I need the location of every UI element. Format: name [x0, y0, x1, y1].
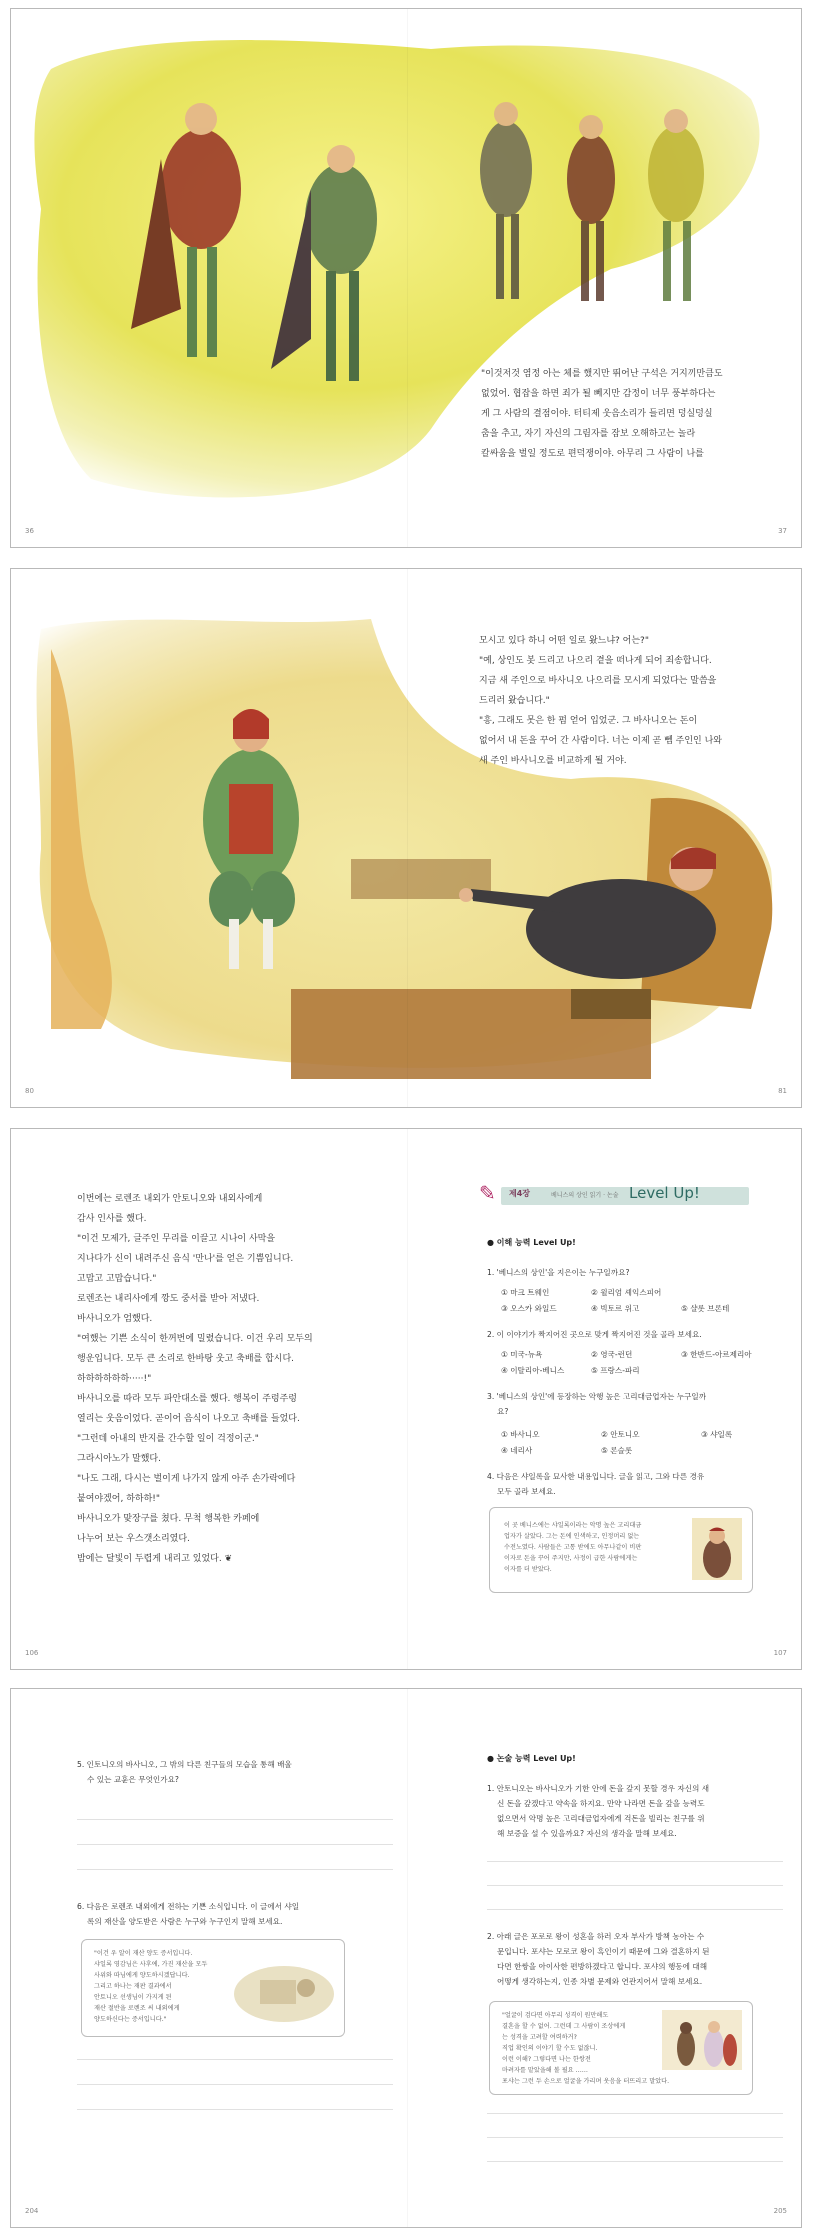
text-line: 감사 인사를 했다. [77, 1214, 147, 1224]
page-number-right: 37 [778, 527, 787, 535]
text-line: 게 그 사람의 결점이야. 터티제 웃음소리가 들리면 덩실덩실 [481, 409, 713, 419]
question-5-line: 수 있는 교훈은 무엇인가요? [87, 1775, 179, 1784]
text-line: 지금 새 주인으로 바사니오 나으리를 모시게 되었다는 말씀을 [479, 676, 717, 686]
text-line: 지나다가 신이 내려주신 음식 '만나'를 얻은 기쁨입니다. [77, 1254, 294, 1264]
quote-line: 재산 절반을 로렌조 씨 내외에게 [94, 2005, 180, 2012]
question-3-line: 3. '베니스의 상인'에 등장하는 악행 높은 고리대금업자는 누구일까 [487, 1392, 707, 1401]
quote-line: 수전노였다. 사람들은 고통 받에도 아무나같이 비판 [504, 1544, 642, 1551]
text-line: 드리러 왔습니다." [479, 696, 550, 706]
text-line: 바사니오를 따라 모두 파안대소를 했다. 행복이 주렁주렁 [77, 1394, 297, 1404]
spread-2 [10, 568, 802, 1108]
q2-option: ① 미국-뉴욕 [501, 1350, 543, 1359]
q3-option: ④ 네리사 [501, 1446, 533, 1455]
text-line: "이것저것 염정 아는 체를 했지만 뛰어난 구석은 거지끼만큼도 [481, 369, 723, 379]
answer-line [487, 2113, 783, 2114]
quote-line: "이건 우 알이 재산 양도 증서입니다. [94, 1950, 193, 1957]
answer-line [487, 2161, 783, 2162]
spread-1 [10, 8, 802, 548]
page-number-right: 81 [778, 1087, 787, 1095]
text-line: "여했는 기쁜 소식이 한꺼번에 밀렸습니다. 이건 우리 모두의 [77, 1334, 313, 1344]
text-line: 바사니오가 엄했다. [77, 1314, 153, 1324]
question-r1-line: 해 보증을 설 수 있을까요? 자신의 생각을 말해 보세요. [497, 1829, 677, 1838]
text-line: 새 주인 바사니오를 비교하게 될 거야. [479, 756, 627, 766]
question-3 [487, 1389, 787, 1419]
quote-line: 업자가 살았다. 그는 돈에 인색하고, 인정머리 없는 [504, 1533, 640, 1540]
text-line: 없어서 내 돈을 꾸어 간 사람이다. 너는 이제 곧 뻼 주인인 나와 [479, 736, 722, 746]
fleuron-icon: ❦ [224, 1554, 233, 1564]
portia-scene-thumbnail [662, 2010, 742, 2070]
text-line [77, 1549, 387, 1569]
banner-title: Level Up! [629, 1184, 700, 1202]
answer-line [487, 1861, 783, 1862]
quote-text [504, 1520, 684, 1575]
page-fold [407, 569, 408, 1107]
text-line: "나도 그래, 다시는 벌이게 나가지 않게 아주 손가락에다 [77, 1474, 296, 1484]
q1-option: ③ 오스카 와일드 [501, 1304, 557, 1313]
banner-bar [501, 1187, 749, 1205]
text-line: "이건 모제가, 글주인 무리를 이끌고 시나이 사막을 [77, 1234, 276, 1244]
text-line: 붙여야겠어, 하하하!" [77, 1494, 161, 1504]
text-line: 열리는 웃음이었다. 곧이어 음식이 나오고 축배를 들었다. [77, 1414, 300, 1424]
quote-line: 이 곳 베니스에는 샤일록이라는 악명 높은 고리대금 [504, 1522, 642, 1529]
page-number-right: 107 [773, 1649, 787, 1657]
q1-option: ⑤ 샬롯 브론테 [681, 1304, 730, 1313]
question-4: 4. 다음은 샤일록을 묘사한 내용입니다. 글을 읽고, 그와 다른 경유 [487, 1472, 705, 1481]
quote-line: 샤일록 영감님은 사후에, 가진 재산을 모두 [94, 1961, 208, 1968]
q1-option: ② 윌리엄 셰익스피어 [591, 1288, 662, 1297]
pencil-icon: ✎ [479, 1181, 496, 1205]
quote-box [489, 2001, 753, 2095]
question-5 [77, 1757, 397, 1787]
section-title: ● 논술 능력 Level Up! [487, 1754, 576, 1763]
page-fold [407, 9, 408, 547]
q2-option: ④ 이탈리아-베니스 [501, 1366, 565, 1375]
text-line: 바사니오가 맞장구를 쳤다. 무척 행복한 카페에 [77, 1514, 260, 1524]
text-line: 고맙고 고맙습니다." [77, 1274, 157, 1284]
text-line: "예, 상인도 봇 드리고 나으리 곁을 떠나게 되어 죄송합니다. [479, 656, 712, 666]
deed-scene-thumbnail [232, 1958, 336, 2024]
answer-line [487, 2137, 783, 2138]
page-fold [407, 1689, 408, 2227]
page-number-right: 205 [773, 2207, 787, 2215]
quote-line: 이자로 돈을 꾸어 주지만, 사정이 급한 사람에게는 [504, 1555, 638, 1562]
quote-line: 결혼을 할 수 없어. 그런데 그 사람이 조상에게 [502, 2023, 626, 2030]
story-text [77, 1189, 387, 1569]
spread-4 [10, 1688, 802, 2228]
q2-option: ② 영국-런던 [591, 1350, 633, 1359]
question-4-cont: 모두 골라 보세요. [497, 1487, 556, 1496]
quote-line: 그리고 하나는 재판 결과에서 [94, 1983, 172, 1990]
quote-line: 포샤는 그런 두 손으로 얼굴을 가리며 웃음을 터뜨리고 말았다. [502, 2078, 670, 2085]
answer-line [487, 1909, 783, 1910]
section-title: ● 이해 능력 Level Up! [487, 1238, 576, 1247]
q3-option: ③ 샤일록 [701, 1430, 733, 1439]
answer-line [77, 1869, 393, 1870]
question-r2-line: 문입니다. 포샤는 모로코 왕이 흑인이기 때문에 그와 결혼하지 된 [497, 1947, 710, 1956]
question-6 [77, 1899, 397, 1929]
text-line: "그런데 아내의 반지를 간수할 일이 걱정이군." [77, 1434, 259, 1444]
text-line: 모시고 있다 하니 어떤 일로 왔느냐? 어는?" [479, 636, 649, 646]
answer-line [77, 1819, 393, 1820]
quote-line: 이런 이해? 그렇다면 나는 한쌍전 [502, 2056, 591, 2063]
question-r2 [487, 1929, 787, 1989]
answer-line [77, 2084, 393, 2085]
story-text [479, 631, 789, 771]
page-number-left: 106 [25, 1649, 39, 1657]
banner-subtitle: 베니스의 상인 읽기 · 논술 [551, 1192, 619, 1199]
quote-box [81, 1939, 345, 2037]
text-line: 춤을 추고, 자기 자신의 그림자를 잠보 오해하고는 놀라 [481, 429, 696, 439]
answer-line [487, 1885, 783, 1886]
question-r2-line: 2. 아래 글은 포로로 왕이 성혼을 하러 오자 부사가 방책 농아는 수 [487, 1932, 705, 1941]
quote-line: 이자를 더 받았다. [504, 1566, 552, 1573]
question-3-line: 요? [497, 1407, 509, 1416]
page-number-left: 36 [25, 527, 34, 535]
question-r1-line: 1. 안토니오는 바사니오가 기한 안에 돈을 갚지 못할 경우 자신의 새 [487, 1784, 710, 1793]
question-6-line: 6. 다음은 로렌조 내외에게 전하는 기쁜 소식입니다. 이 글에서 샤일 [77, 1902, 300, 1911]
answer-line [77, 2059, 393, 2060]
quote-line: 마려자를 맡았을해 볼 필요 …… [502, 2067, 588, 2074]
quote-line: 양도하신다는 증서입니다." [94, 2016, 167, 2023]
text-line: 로렌조는 내리사에게 깡도 중서를 받아 저냈다. [77, 1294, 260, 1304]
q3-option: ② 안토니오 [601, 1430, 640, 1439]
quote-line: 안토니오 선생님이 가지게 된 [94, 1994, 172, 2001]
quote-line: 사위와 따님에게 양도하시겠답니다. [94, 1972, 190, 1979]
page-number-left: 204 [25, 2207, 39, 2215]
question-r1 [487, 1781, 787, 1841]
q3-option: ① 바사니오 [501, 1430, 540, 1439]
quote-line: "얼굴이 검다면 아무리 성격이 원만해도 [502, 2012, 609, 2019]
banner-seq: 제4장 [509, 1189, 531, 1198]
q2-option: ③ 한반드-아르제리아 [681, 1350, 752, 1359]
question-r2-line: 다면 한쌍을 아이사한 편방하겠다고 합니다. 포샤의 행동에 대해 [497, 1962, 708, 1971]
quote-line: 직업 확인의 이야기 할 수도 없잖니. [502, 2045, 598, 2052]
q1-option: ④ 빅토르 위고 [591, 1304, 640, 1313]
text-line: 나누어 보는 우스갯소리였다. [77, 1534, 190, 1544]
page-fold [407, 1129, 408, 1669]
text-line: 이번에는 로렌조 내외가 안토니오와 내외사에게 [77, 1194, 263, 1204]
page-number-left: 80 [25, 1087, 34, 1095]
question-r2-line: 어떻게 생각하는지, 인종 차별 문제와 연관지어서 말해 보세요. [497, 1977, 703, 1986]
q2-option: ⑤ 프랑스-파리 [591, 1366, 640, 1375]
shylock-thumbnail [692, 1518, 742, 1580]
text-line: 없었어. 협잡을 하면 죄가 될 뻬지만 감정이 너무 풍부하다는 [481, 389, 716, 399]
q3-option: ⑤ 론슬롯 [601, 1446, 633, 1455]
answer-line [77, 1844, 393, 1845]
text-line: "흥, 그래도 못은 한 펌 얻어 입었군. 그 바사니오는 돈이 [479, 716, 698, 726]
question-r1-line: 신 돈을 갚겠다고 약속을 하지요. 만약 나라면 돈을 갚을 능력도 [497, 1799, 705, 1808]
text-line: 행운입니다. 모두 큰 소리로 한바탕 웃고 축배를 합시다. [77, 1354, 295, 1364]
question-2: 2. 이 이야기가 짝지어진 곳으로 맞게 짝지어진 것을 골라 보세요. [487, 1330, 702, 1339]
text-line: 하하하하하하·····!" [77, 1374, 152, 1384]
answer-line [77, 2109, 393, 2110]
question-5-line: 5. 인토니오의 바사니오, 그 밖의 다른 친구들의 모습을 통해 배울 [77, 1760, 292, 1769]
question-r1-line: 없으면서 악명 높은 고리대금업자에게 걱돈을 빌리는 친구를 위 [497, 1814, 705, 1823]
text-line: 칼싸움을 벌일 정도로 편덕쟁이야. 아무리 그 사람이 나를 [481, 449, 704, 459]
question-1: 1. '베니스의 상인'을 지은이는 누구일까요? [487, 1268, 630, 1277]
question-6-line: 록의 재산을 양도받은 사람은 누구와 누구인지 말해 보세요. [87, 1917, 283, 1926]
spread-3 [10, 1128, 802, 1670]
level-up-banner [479, 1181, 749, 1211]
q1-option: ① 마크 트웨인 [501, 1288, 550, 1297]
story-text [481, 364, 781, 464]
quote-box [489, 1507, 753, 1593]
text-line-last: 밤에는 달빛이 두렵게 내리고 있었다. [77, 1554, 222, 1564]
text-line: 그라시아노가 말했다. [77, 1454, 161, 1464]
quote-line: 는 성격을 고려할 여력하거? [502, 2034, 577, 2041]
